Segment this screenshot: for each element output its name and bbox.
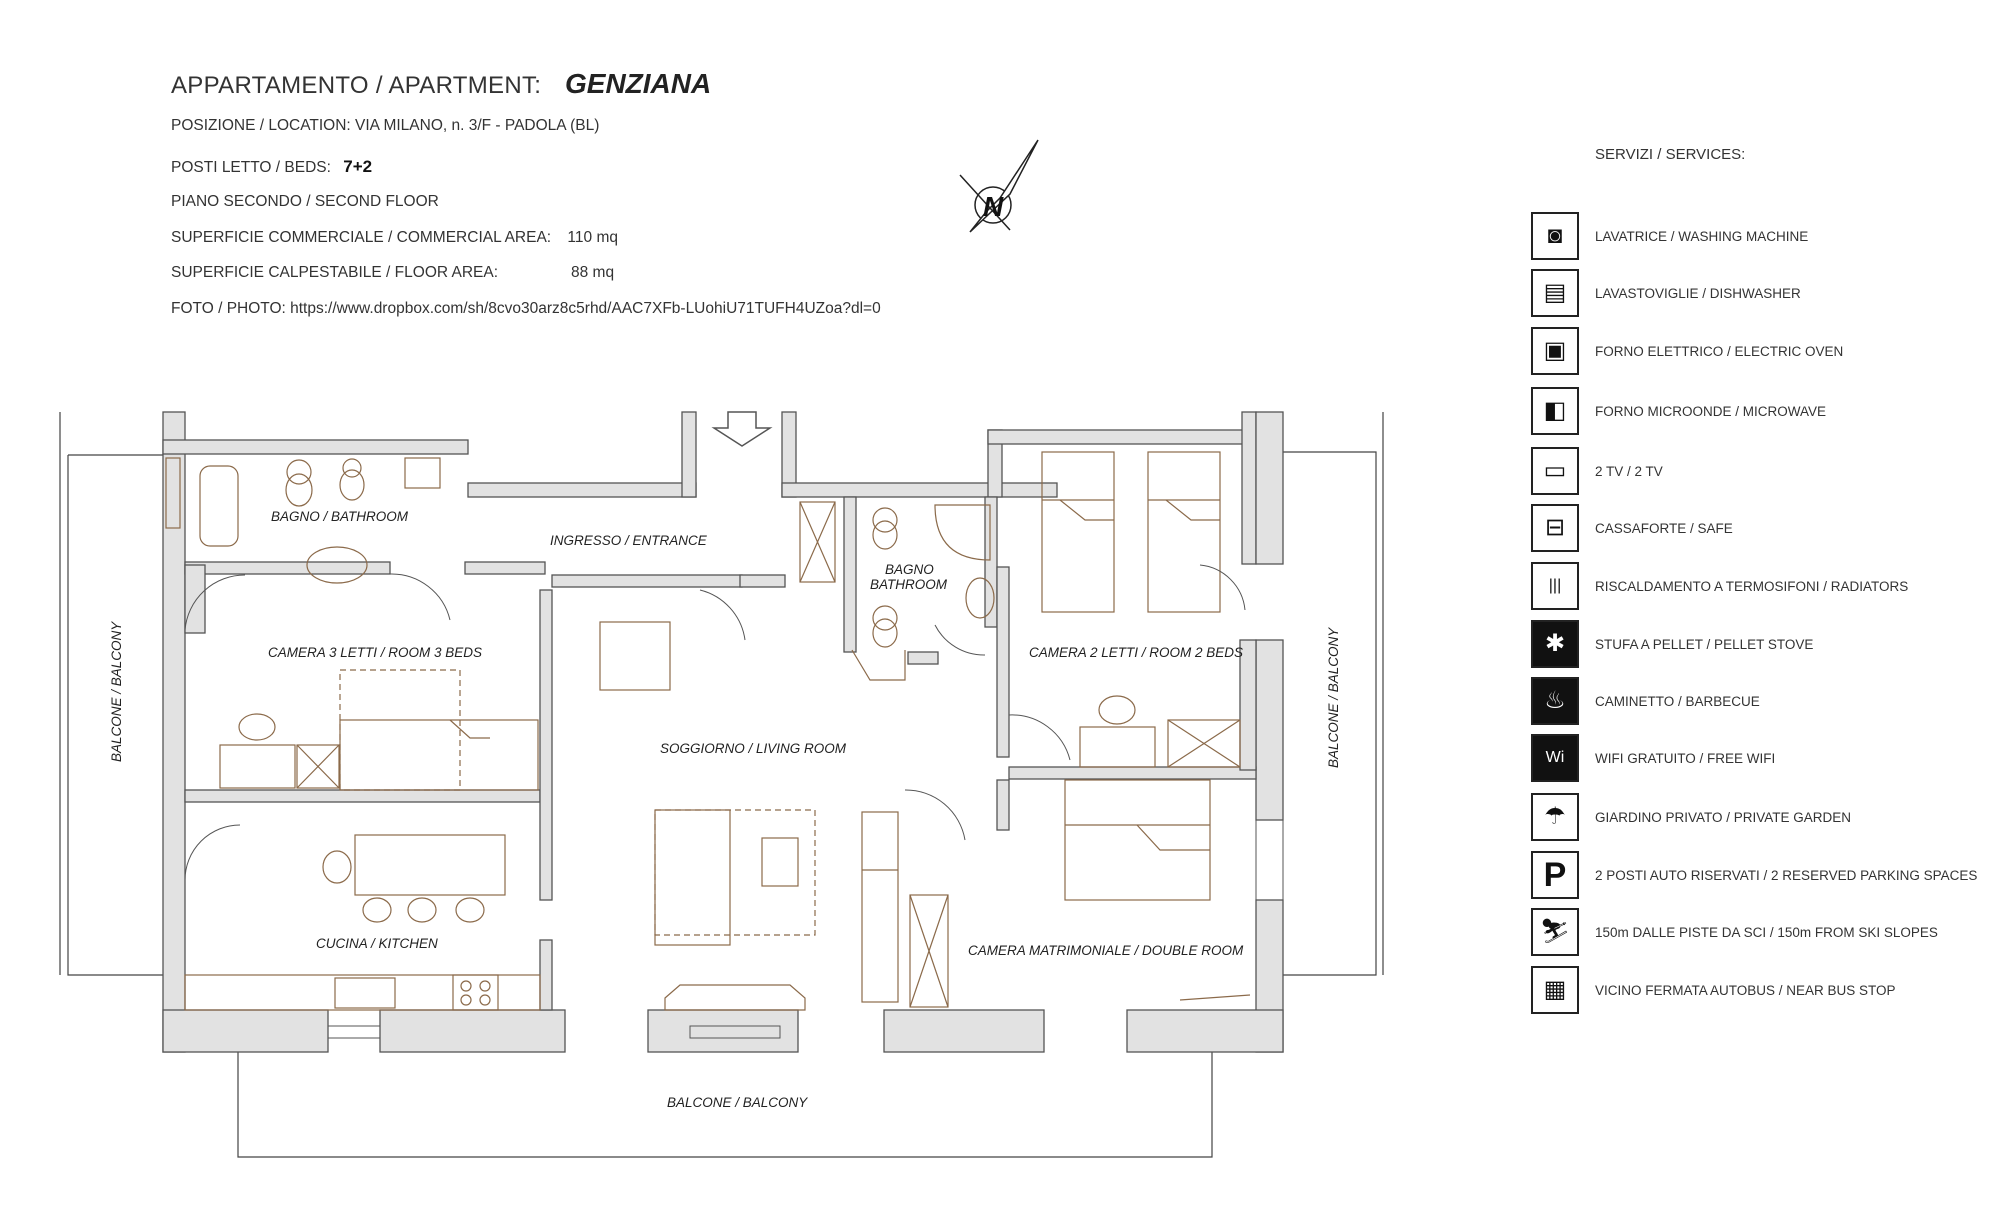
parking-icon: P — [1531, 851, 1579, 899]
service-item — [1531, 562, 2001, 610]
bus-icon: ▦ — [1531, 966, 1579, 1014]
photo-link[interactable]: FOTO / PHOTO: https://www.dropbox.com/sh/8cvo30arz8c5rhd/AAC7XFb-LUohiU71TUFH4UZoa?dl=0 — [171, 300, 881, 317]
service-item — [1531, 269, 2001, 317]
beds-value: 7+2 — [343, 157, 373, 176]
room-label-bathroom: BAGNO / BATHROOM — [271, 509, 409, 524]
service-item — [1531, 212, 2001, 260]
commercial-area-value: 110 mq — [567, 229, 618, 246]
room-label-balcony-bottom: BALCONE / BALCONY — [667, 1095, 808, 1110]
service-item — [1531, 504, 2001, 552]
radiator-icon: ||| — [1531, 562, 1579, 610]
oven-icon: ▣ — [1531, 327, 1579, 375]
service-item — [1531, 734, 2001, 782]
room-label-room2: CAMERA 2 LETTI / ROOM 2 BEDS — [1029, 645, 1244, 660]
service-label: 2 POSTI AUTO RISERVATI / 2 RESERVED PARKING SPACES — [1595, 867, 1978, 883]
services-title: SERVIZI / SERVICES: — [1595, 146, 1746, 163]
room-label-balcony-left: BALCONE / BALCONY — [109, 621, 124, 762]
garden-umbrella-icon: ☂ — [1531, 793, 1579, 841]
service-label: 150m DALLE PISTE DA SCI / 150m FROM SKI SLOPES — [1595, 924, 1938, 940]
room-label-kitchen: CUCINA / KITCHEN — [316, 936, 438, 951]
service-label: CAMINETTO / BARBECUE — [1595, 693, 1760, 709]
room-label-entrance: INGRESSO / ENTRANCE — [550, 533, 707, 548]
apartment-title-label: APPARTAMENTO / APARTMENT: — [171, 72, 542, 99]
service-label: RISCALDAMENTO A TERMOSIFONI / RADIATORS — [1595, 578, 1909, 594]
service-item — [1531, 620, 2001, 668]
beds-label: POSTI LETTO / BEDS: — [171, 159, 331, 176]
service-label: FORNO ELETTRICO / ELECTRIC OVEN — [1595, 343, 1844, 359]
pellet-stove-icon: ✱ — [1531, 620, 1579, 668]
room-label-bathroom2-line1: BAGNO — [885, 562, 934, 577]
safe-icon: ⊟ — [1531, 504, 1579, 552]
compass-letter: N — [983, 191, 1004, 222]
service-label: VICINO FERMATA AUTOBUS / NEAR BUS STOP — [1595, 982, 1896, 998]
service-item — [1531, 793, 2001, 841]
service-item — [1531, 447, 2001, 495]
washing-machine-icon: ◙ — [1531, 212, 1579, 260]
room-label-bathroom2-line2: BATHROOM — [870, 577, 947, 592]
service-item — [1531, 387, 2001, 435]
location-line: POSIZIONE / LOCATION: VIA MILANO, n. 3/F - PADOLA (BL) — [171, 117, 600, 134]
wifi-icon: Wi — [1531, 734, 1579, 782]
apartment-name: GENZIANA — [565, 68, 712, 99]
service-label: FORNO MICROONDE / MICROWAVE — [1595, 403, 1826, 419]
room-label-room3: CAMERA 3 LETTI / ROOM 3 BEDS — [268, 645, 483, 660]
microwave-icon: ◧ — [1531, 387, 1579, 435]
entrance-arrow — [714, 412, 770, 446]
service-label: GIARDINO PRIVATO / PRIVATE GARDEN — [1595, 809, 1852, 825]
service-item — [1531, 966, 2001, 1014]
floor-line: PIANO SECONDO / SECOND FLOOR — [171, 193, 439, 210]
service-item — [1531, 908, 2001, 956]
service-label: 2 TV / 2 TV — [1595, 463, 1663, 479]
commercial-area-label: SUPERFICIE COMMERCIALE / COMMERCIAL AREA: — [171, 229, 552, 246]
room-label-balcony-right: BALCONE / BALCONY — [1326, 627, 1341, 768]
service-label: STUFA A PELLET / PELLET STOVE — [1595, 636, 1814, 652]
room-label-living: SOGGIORNO / LIVING ROOM — [660, 741, 847, 756]
floor-area-label: SUPERFICIE CALPESTABILE / FLOOR AREA: — [171, 264, 499, 281]
service-label: LAVASTOVIGLIE / DISHWASHER — [1595, 285, 1801, 301]
service-item — [1531, 327, 2001, 375]
service-item — [1531, 851, 2001, 899]
service-label: WIFI GRATUITO / FREE WIFI — [1595, 750, 1776, 766]
skier-icon: ⛷ — [1531, 908, 1579, 956]
service-label: CASSAFORTE / SAFE — [1595, 520, 1733, 536]
room-label-double: CAMERA MATRIMONIALE / DOUBLE ROOM — [968, 943, 1244, 958]
service-label: LAVATRICE / WASHING MACHINE — [1595, 228, 1809, 244]
floor-area-value: 88 mq — [571, 264, 615, 281]
dishwasher-icon: ▤ — [1531, 269, 1579, 317]
tv-icon: ▭ — [1531, 447, 1579, 495]
service-item — [1531, 677, 2001, 725]
barbecue-icon: ♨ — [1531, 677, 1579, 725]
